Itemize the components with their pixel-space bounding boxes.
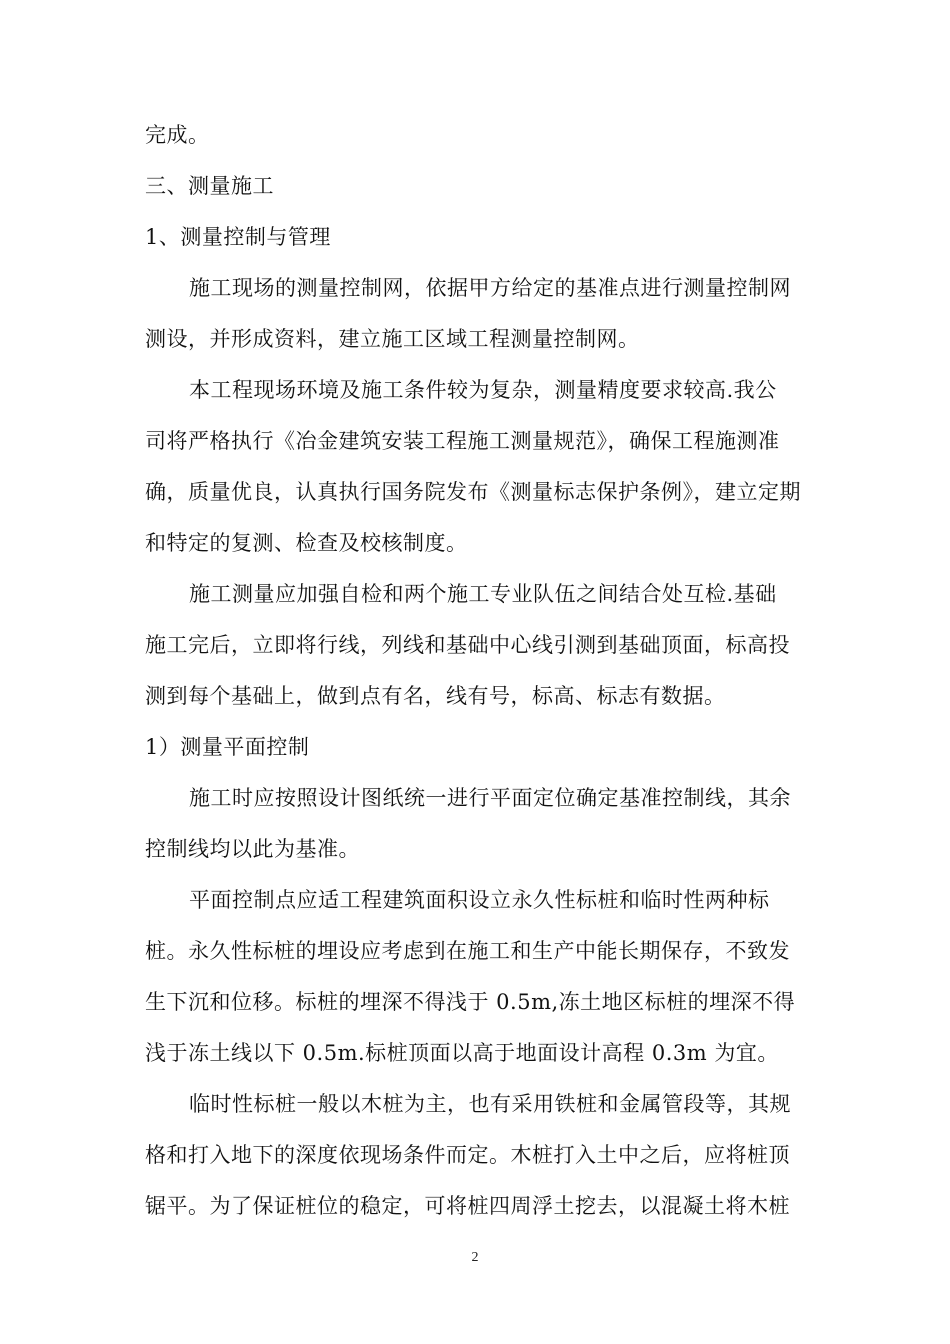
- text-line: 三、测量施工: [145, 174, 274, 198]
- text-line: 测到每个基础上，做到点有名，线有号，标高、标志有数据。: [145, 684, 726, 708]
- text-line: 生下沉和位移。标桩的埋深不得浅于 0.5m,冻土地区标桩的埋深不得: [145, 990, 796, 1014]
- text-line: 控制线均以此为基准。: [145, 837, 360, 861]
- text-line: 施工测量应加强自检和两个施工专业队伍之间结合处互检.基础: [189, 582, 777, 606]
- text-line: 测设，并形成资料，建立施工区域工程测量控制网。: [145, 327, 640, 351]
- text-line: 格和打入地下的深度依现场条件而定。木桩打入土中之后，应将桩顶: [145, 1143, 790, 1167]
- text-line: 锯平。为了保证桩位的稳定，可将桩四周浮土挖去，以混凝土将木桩: [145, 1194, 790, 1218]
- document-body: [145, 110, 805, 1232]
- text-line: 确，质量优良，认真执行国务院发布《测量标志保护条例》，建立定期: [145, 480, 801, 504]
- text-line: 桩。永久性标桩的埋设应考虑到在施工和生产中能长期保存，不致发: [145, 939, 790, 963]
- text-line: 司将严格执行《冶金建筑安装工程施工测量规范》，确保工程施测准: [145, 429, 780, 453]
- text-line: 本工程现场环境及施工条件较为复杂，测量精度要求较高.我公: [189, 378, 777, 402]
- text-line: 1）测量平面控制: [145, 735, 310, 759]
- text-line: 施工时应按照设计图纸统一进行平面定位确定基准控制线，其余: [189, 786, 791, 810]
- text-line: 1、测量控制与管理: [145, 225, 331, 249]
- text-line: 临时性标桩一般以木桩为主，也有采用铁桩和金属管段等，其规: [189, 1092, 791, 1116]
- text-line: 施工完后，立即将行线，列线和基础中心线引测到基础顶面，标高投: [145, 633, 790, 657]
- page-number: 2: [471, 1250, 479, 1265]
- text-line: 浅于冻土线以下 0.5m.标桩顶面以高于地面设计高程 0.3m 为宜。: [145, 1041, 779, 1065]
- text-line: 平面控制点应适工程建筑面积设立永久性标桩和临时性两种标: [189, 888, 770, 912]
- text-line: 和特定的复测、检查及校核制度。: [145, 531, 468, 555]
- text-line: 完成。: [145, 123, 210, 147]
- text-line: 施工现场的测量控制网，依据甲方给定的基准点进行测量控制网: [189, 276, 791, 300]
